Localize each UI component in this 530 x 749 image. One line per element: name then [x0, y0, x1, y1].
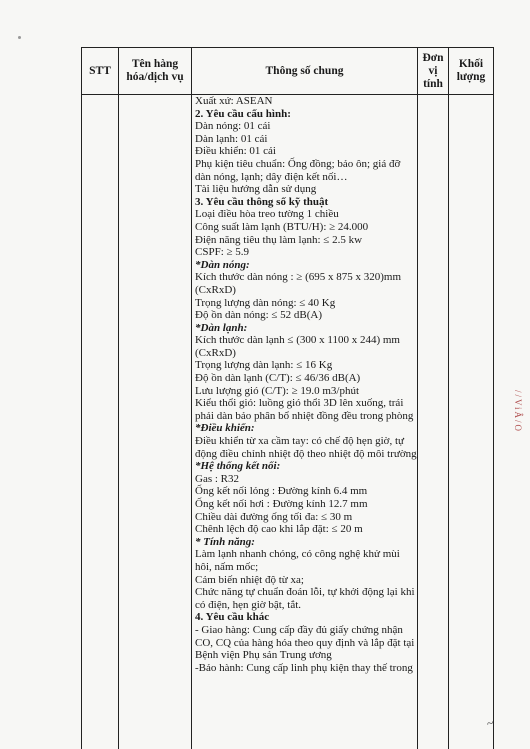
spec-line: Xuất xứ: ASEAN: [195, 95, 273, 107]
spec-line: Kích thước dàn nóng : ≥ (695 x 875 x 320)mm: [195, 271, 402, 284]
spec-line: Chênh lệch độ cao khi lắp đặt: ≤ 20 m: [195, 523, 363, 536]
spec-line: Dàn nóng: 01 cái: [195, 120, 271, 133]
spec-line: Dàn lạnh: 01 cái: [195, 132, 268, 145]
spec-line: (CxRxD): [195, 283, 236, 296]
spec-section-heading: *Dàn lạnh:: [195, 321, 248, 334]
spec-line: Lưu lượng gió (C/T): ≥ 19.0 m3/phút: [195, 384, 360, 397]
spec-line: phải dàn bảo phân bổ nhiệt đồng đều trong phòng: [195, 409, 414, 422]
initial-signature-mark: ~: [485, 715, 496, 731]
spec-line: Chiều dài đường ống tối đa: ≤ 30 m: [195, 510, 353, 523]
spec-line: Kiểu thổi gió: luồng gió thổi 3D lên xuống, trái: [195, 397, 404, 410]
spec-line: hôi, nấm mốc;: [195, 560, 259, 573]
spec-section-heading: *Dàn nóng:: [195, 258, 250, 271]
header-ten-hang: Tên hàng hóa/dịch vụ: [126, 58, 184, 83]
spec-line: Làm lạnh nhanh chóng, có công nghệ khử mùi: [195, 548, 400, 561]
header-don-vi: Đơn vị tính: [422, 51, 444, 90]
spec-line: Ống kết nối lỏng : Đường kính 6.4 mm: [195, 485, 368, 498]
spec-line: Điều khiển từ xa cầm tay: có chế độ hẹn giờ, tự: [195, 435, 404, 448]
spec-line: -Bảo hành: Cung cấp linh phụ kiện thay thế trong: [195, 661, 413, 674]
spec-line: Điện năng tiêu thụ làm lạnh: ≤ 2.5 kw: [195, 233, 363, 246]
table-border-right: [493, 47, 494, 749]
header-stt: STT: [89, 64, 111, 77]
table-border-left: [81, 47, 82, 749]
spec-line: động điều chỉnh nhiệt độ theo nhiệt độ môi trường: [195, 447, 417, 460]
spec-line: Chức năng tự chuẩn đoán lỗi, tự khởi động lại khi: [195, 586, 415, 599]
spec-line: Bệnh viện Phụ sản Trung ương: [195, 649, 332, 662]
spec-line: CO, CQ của hàng hóa theo quy định và lắp đặt tại: [195, 636, 415, 649]
spec-line: (CxRxD): [195, 346, 236, 359]
spec-line: Tài liệu hướng dẫn sử dụng: [195, 183, 317, 196]
col-divider-3: [417, 47, 418, 749]
spec-section-heading: *Điều khiển:: [195, 422, 255, 435]
spec-line: CSPF: ≥ 5.9: [195, 246, 250, 259]
spec-line: Độ ồn dàn lạnh (C/T): ≤ 46/36 dB(A): [195, 372, 361, 385]
spec-line: Kích thước dàn lạnh ≤ (300 x 1100 x 244) mm: [195, 334, 400, 347]
spec-line: Loại điều hòa treo tường 1 chiều: [195, 208, 339, 221]
col-divider-1: [118, 47, 119, 749]
header-thong-so: Thông số chung: [265, 64, 344, 77]
spec-section-heading: * Tính năng:: [195, 535, 255, 548]
spec-section-heading: 4. Yêu cầu khác: [195, 611, 270, 624]
spec-content: [195, 95, 415, 674]
spec-section-heading: 2. Yêu cầu cấu hình:: [195, 107, 291, 120]
spec-line: có điện, hẹn giờ bật, tắt.: [195, 598, 302, 611]
header-khoi-luong: Khối lượng: [456, 58, 486, 83]
spec-section-heading: 3. Yêu cầu thông số kỹ thuật: [195, 195, 329, 208]
spec-line: Độ ồn dàn nóng: ≤ 52 dB(A): [195, 309, 323, 322]
spec-line: dàn nóng, lạnh; dây điện kết nối…: [195, 170, 348, 183]
spec-line: Công suất làm lạnh (BTU/H): ≥ 24.000: [195, 220, 369, 233]
margin-stamp-mark: //ViÂ/O: [513, 390, 523, 433]
spec-line: Trọng lượng dàn nóng: ≤ 40 Kg: [195, 296, 336, 309]
spec-line: Ống kết nối hơi : Đường kính 12.7 mm: [195, 498, 368, 510]
spec-line: Điều khiển: 01 cái: [195, 145, 276, 158]
spec-line: - Giao hàng: Cung cấp đầy đủ giấy chứng nhận: [195, 623, 403, 636]
spec-section-heading: *Hệ thống kết nối:: [195, 460, 281, 473]
spec-line: Trọng lượng dàn lạnh: ≤ 16 Kg: [195, 359, 333, 372]
col-divider-2: [191, 47, 192, 749]
spec-line: Phụ kiện tiêu chuẩn: Ống đồng; bảo ôn; giá đỡ: [195, 157, 401, 170]
scan-speck: [18, 36, 21, 39]
spec-line: Gas : R32: [195, 472, 239, 485]
col-divider-4: [448, 47, 449, 749]
spec-line: Cảm biến nhiệt độ từ xa;: [195, 573, 304, 586]
